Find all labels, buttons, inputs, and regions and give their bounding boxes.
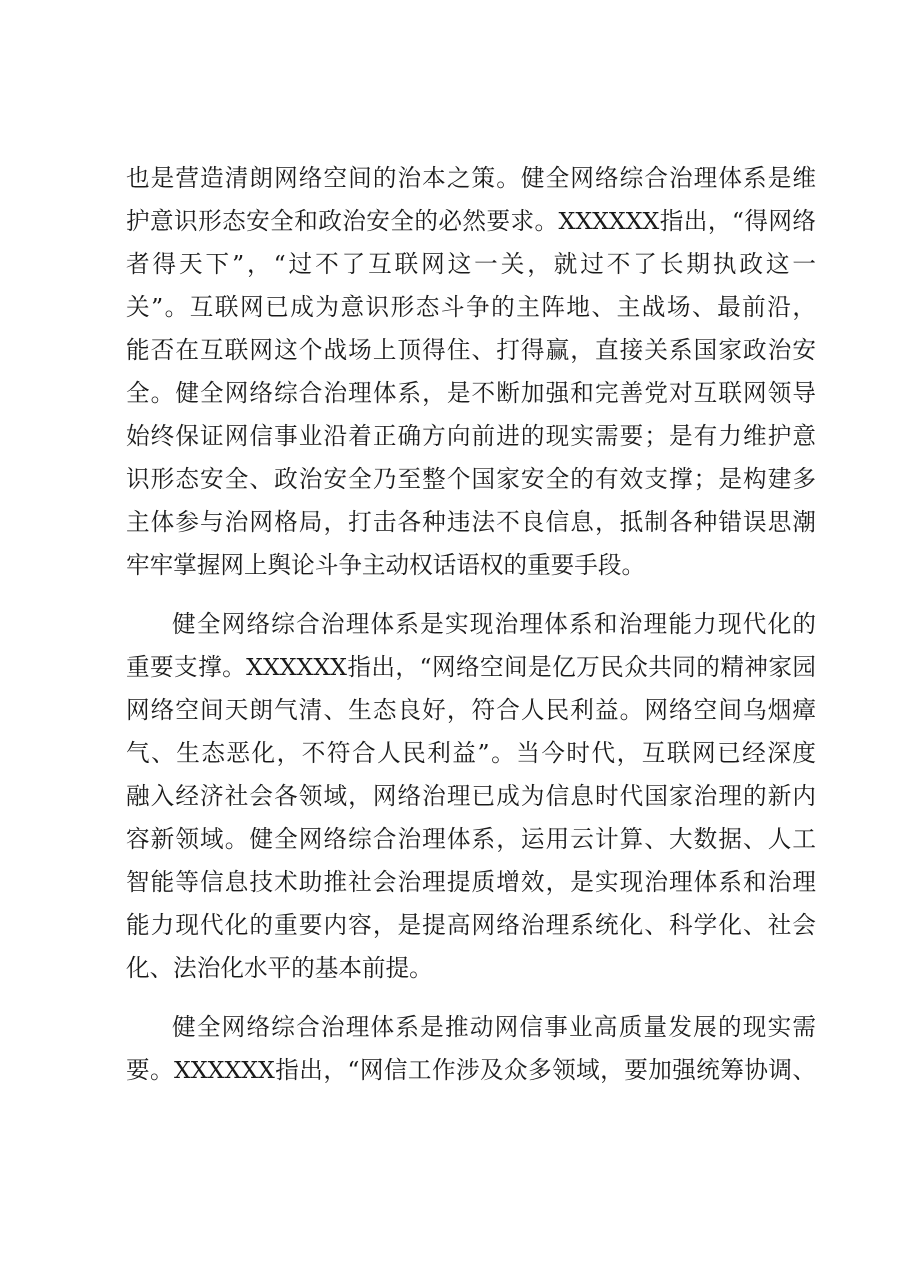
text-line: 主体参与治网格局，打击各种违法不良信息，抵制各种错误思潮 — [126, 508, 816, 536]
document-body — [126, 157, 816, 1092]
text-line: 关”。互联网已成为意识形态斗争的主阵地、主战场、最前沿， — [126, 293, 816, 321]
text-line: 融入经济社会各领域，网络治理已成为信息时代国家治理的新内 — [126, 782, 816, 810]
text-line: 始终保证网信事业沿着正确方向前进的现实需要；是有力维护意 — [126, 422, 816, 450]
paragraph-1 — [126, 157, 816, 587]
text-line: 能力现代化的重要内容，是提高网络治理系统化、科学化、社会 — [126, 911, 816, 939]
paragraph-spacing — [126, 587, 816, 603]
text-line: 牢牢掌握网上舆论斗争主动权话语权的重要手段。 — [126, 551, 646, 579]
text-line: 容新领域。健全网络综合治理体系，运用云计算、大数据、人工 — [126, 825, 816, 853]
text-line: 健全网络综合治理体系是推动网信事业高质量发展的现实需 — [172, 1013, 816, 1041]
text-line: 全。健全网络综合治理体系，是不断加强和完善党对互联网领导 — [126, 379, 816, 407]
text-line: 识形态安全、政治安全乃至整个国家安全的有效支撑；是构建多 — [126, 465, 816, 493]
text-line: 化、法治化水平的基本前提。 — [126, 954, 433, 982]
paragraph-2 — [126, 603, 816, 990]
text-line: 能否在互联网这个战场上顶得住、打得赢，直接关系国家政治安 — [126, 336, 816, 364]
text-line: 重要支撑。XXXXXX指出，“网络空间是亿万民众共同的精神家园 — [126, 653, 816, 681]
paragraph-spacing — [126, 990, 816, 1006]
text-line: 也是营造清朗网络空间的治本之策。健全网络综合治理体系是维 — [126, 164, 816, 192]
text-line: 者得天下”，“过不了互联网这一关，就过不了长期执政这一 — [126, 250, 816, 278]
text-line: 护意识形态安全和政治安全的必然要求。XXXXXX指出，“得网络 — [126, 207, 816, 235]
text-line: 要。XXXXXX指出，“网信工作涉及众多领域，要加强统筹协调、 — [126, 1056, 816, 1084]
text-line: 智能等信息技术助推社会治理提质增效，是实现治理体系和治理 — [126, 868, 816, 896]
text-line: 气、生态恶化，不符合人民利益”。当今时代，互联网已经深度 — [126, 739, 816, 767]
text-line: 健全网络综合治理体系是实现治理体系和治理能力现代化的 — [172, 610, 816, 638]
paragraph-3 — [126, 1006, 816, 1092]
text-line: 网络空间天朗气清、生态良好，符合人民利益。网络空间乌烟瘴 — [126, 696, 816, 724]
